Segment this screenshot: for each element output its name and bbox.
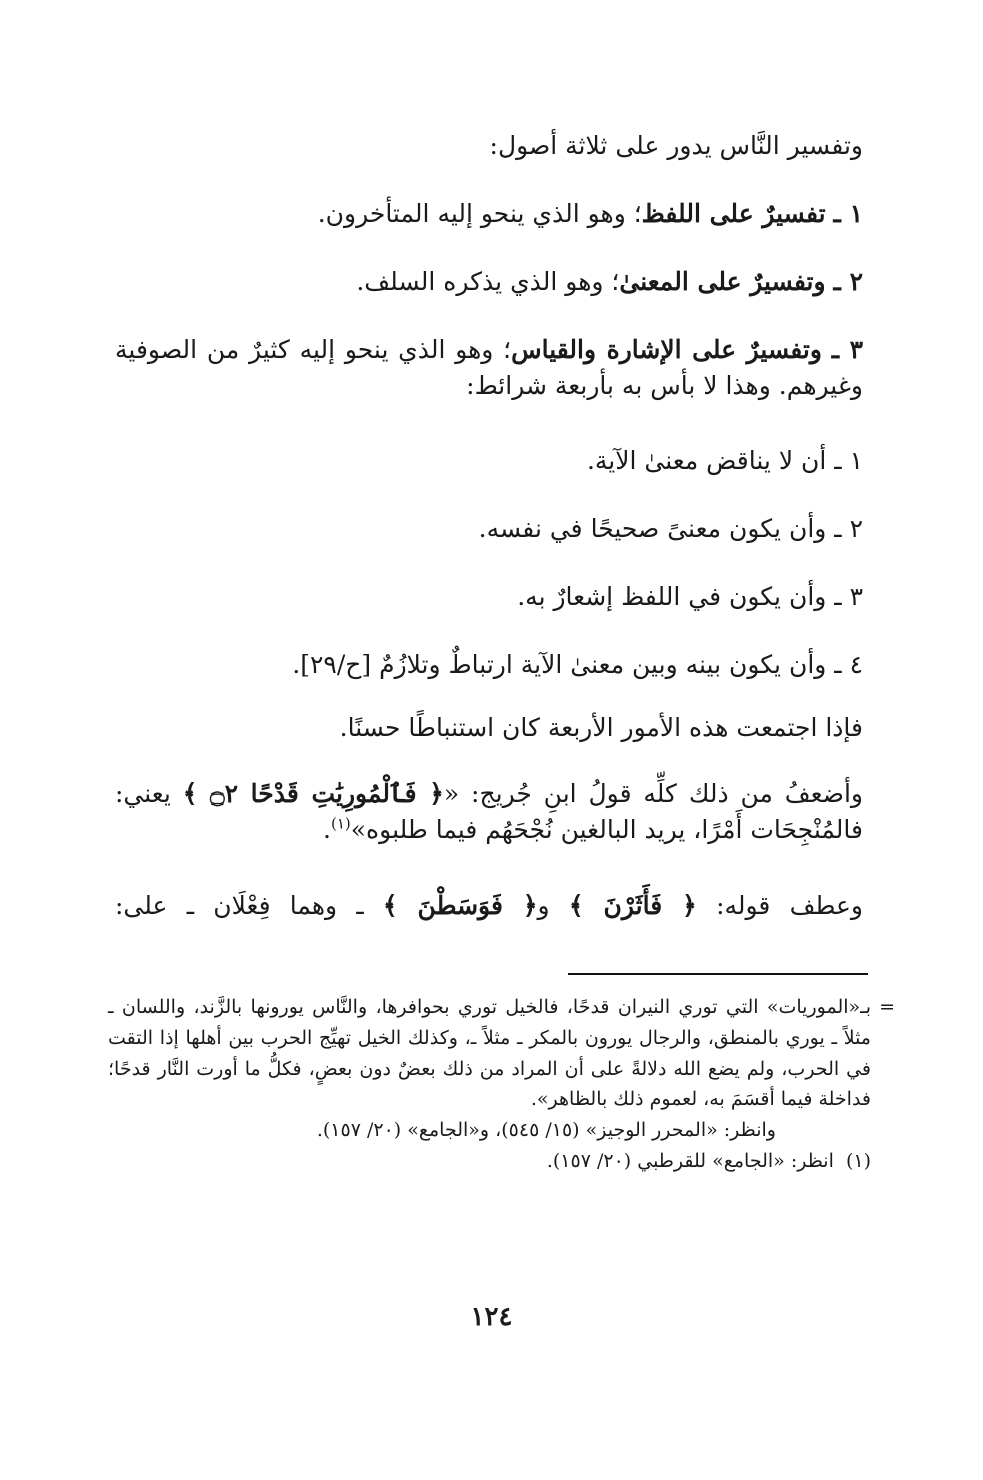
conjunction-and: و [537, 891, 569, 920]
type-1-number: ١ ـ [833, 199, 863, 228]
type-1-desc: ؛ وهو الذي ينحو إليه المتأخرون. [317, 199, 642, 228]
intro-line: وتفسير النَّاس يدور على ثلاثة أصول: [489, 131, 863, 160]
conjunction-text-before: وعطف قوله: [696, 891, 863, 920]
type-2-desc: ؛ وهو الذي يذكره السلف. [356, 267, 620, 296]
weakest-paragraph [115, 776, 863, 849]
footnote-continuation: بـ«الموريات» التي توري النيران قدحًا، فالخيل توري بحوافرها، والنَّاس يورونها بالزَّند، واللسان ـ مثلاً ـ يوري بالمنطق، والرجال يورون بالمكر ـ مثلاً ـ، وكذلك الخيل تهيِّج الحرب بين أهلها إذا التقت في الحرب، ولم يضع الله دلالةً على أن المراد من ذلك بعضٌ دون بعضٍ، فكلُّ ما أورت النَّار قدحًا؛ فداخلة فيما أقسَمَ به، لعموم ذلك بالظاهر». [108, 996, 871, 1111]
conjunction-line [115, 888, 863, 924]
condition-2: ٢ ـ وأن يكون معنىً صحيحًا في نفسه. [478, 514, 863, 543]
condition-3: ٣ ـ وأن يكون في اللفظ إشعارٌ به. [517, 582, 863, 611]
footnote-1-text: انظر: «الجامع» للقرطبي (٢٠/ ١٥٧). [546, 1149, 834, 1172]
type-1-title: تفسيرٌ على اللفظ [641, 199, 826, 228]
condition-4: ٤ ـ وأن يكون بينه وبين معنىٰ الآية ارتباطٌ وتلازُمٌ [ح/٢٩]. [292, 650, 863, 679]
weakest-text-before: وأضعفُ من ذلك كلِّه قولُ ابنِ جُريج: « [443, 779, 863, 808]
quran-verse-atharna: ﴿ فَأَثَرْنَ ﴾ [568, 891, 697, 920]
conjunction-text-after: ـ وهما فِعْلَان ـ على: [115, 891, 383, 920]
type-2-title: وتفسيرٌ على المعنىٰ [619, 267, 826, 296]
condition-1: ١ ـ أن لا يناقض معنىٰ الآية. [586, 446, 863, 475]
type-2-line [356, 264, 863, 300]
footnotes [108, 992, 895, 1177]
continuation-mark: = [879, 996, 895, 1018]
footnote-see-also: وانظر: «المحرر الوجيز» (١٥/ ٥٤٥)، و«الجامع» (٢٠/ ١٥٧). [316, 1119, 776, 1142]
type-3-title: وتفسيرٌ على الإشارة والقياس [511, 335, 822, 364]
weakest-end: . [323, 815, 331, 845]
type-3-number: ٣ ـ [831, 335, 864, 364]
footnote-ref-1[interactable]: (١) [330, 814, 351, 833]
page-number: ١٢٤ [470, 1302, 513, 1332]
weakest-text-after: يعني: فالمُنْجِحَات أَمْرًا، يريد البالغين نُجْحَهُم فيما طلبوه» [115, 779, 863, 845]
footnote-1-number: (١) [845, 1149, 871, 1172]
type-3-line [115, 332, 863, 405]
quran-verse-wasatna: ﴿ فَوَسَطْنَ ﴾ [382, 891, 538, 920]
footnote-separator [568, 973, 868, 975]
type-3-desc: ؛ وهو الذي ينحو إليه كثيرٌ من الصوفية وغيرهم. وهذا لا بأس به بأربعة شرائط: [115, 335, 863, 401]
type-2-number: ٢ ـ [833, 267, 863, 296]
footnote-1 [108, 1146, 871, 1177]
type-1-line [318, 196, 863, 232]
conclusion-line: فإذا اجتمعت هذه الأمور الأربعة كان استنباطًا حسنًا. [339, 713, 863, 742]
quran-verse-muriyat: ﴿ فَٱلْمُورِيَٰتِ قَدْحًا ۝٢ ﴾ [182, 779, 444, 808]
